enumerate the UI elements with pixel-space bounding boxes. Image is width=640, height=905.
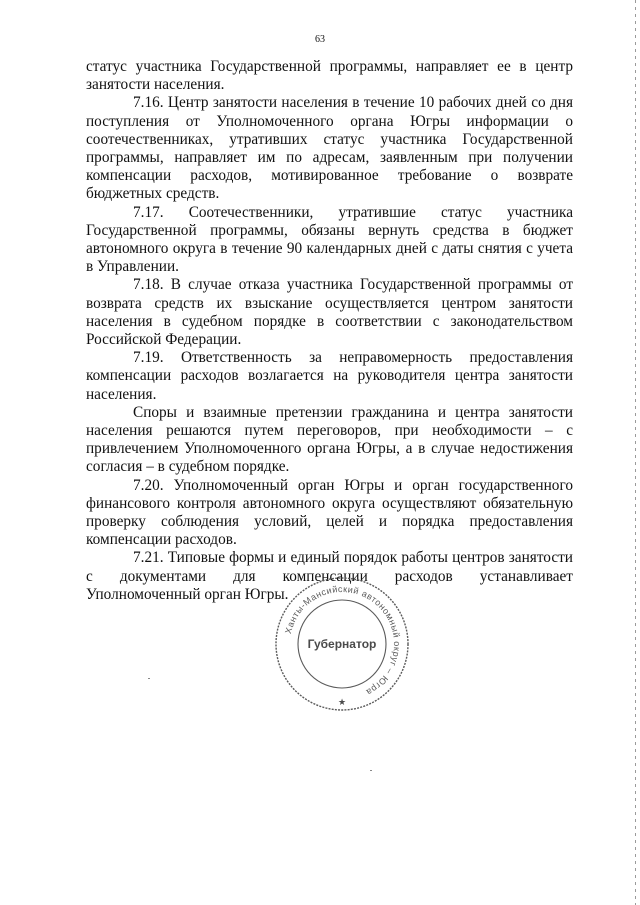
official-seal-stamp [272,574,412,714]
seal-ring-text: Ханты-Мансийский автономный округ – Югра [283,583,403,698]
seal-center-text: Губернатор [307,637,377,651]
scan-speck [370,770,372,771]
paragraph-7-17: 7.17. Соотечественники, утратившие статус участника Государственной программы, обязаны вернуть средства в бюджет автономного округа в течение 90 календарных дней с даты снятия с учета в Управлении. [86,203,573,276]
page-number: 63 [315,34,325,45]
paragraph-continuation: статус участника Государственной программы, направляет ее в центр занятости населения. [86,58,573,94]
paragraph-7-20: 7.20. Уполномоченный орган Югры и орган государственного финансового контроля автономного округа осуществляют обязательную проверку соблюдения условий, целей и порядка предоставления компенсации расходов. [86,476,573,549]
scan-speck [148,678,150,679]
paragraph-7-21: 7.21. Типовые формы и единый порядок работы центров занятости с документами для компенсации расходов устанавливает Уполномоченный орган Югры. [86,549,573,603]
paragraph-7-16: 7.16. Центр занятости населения в течение 10 рабочих дней со дня поступления от Уполномоченного органа Югры информации о соотечественниках, утративших статус участника Государственной программы, направляет им по адресам, заявленным при получении компенсации расходов, мотивированное требование о возврате бюджетных средств. [86,94,573,203]
paragraph-7-18: 7.18. В случае отказа участника Государственной программы от возврата средств их взыскание осуществляется центром занятости населения в судебном порядке в соответствии с законодательством Российской Федерации. [86,276,573,349]
document-body [86,58,573,604]
paragraph-7-19: 7.19. Ответственность за неправомерность предоставления компенсации расходов возлагается на руководителя центра занятости населения. [86,349,573,403]
seal-graphic [272,574,412,714]
paragraph-disputes: Споры и взаимные претензии гражданина и центра занятости населения решаются путем переговоров, при необходимости – с привлечением Уполномоченного органа Югры, а в случае недостижения согласия – в судебном порядке. [86,403,573,476]
seal-star-icon: ★ [337,698,347,708]
page-edge-border [635,0,636,905]
